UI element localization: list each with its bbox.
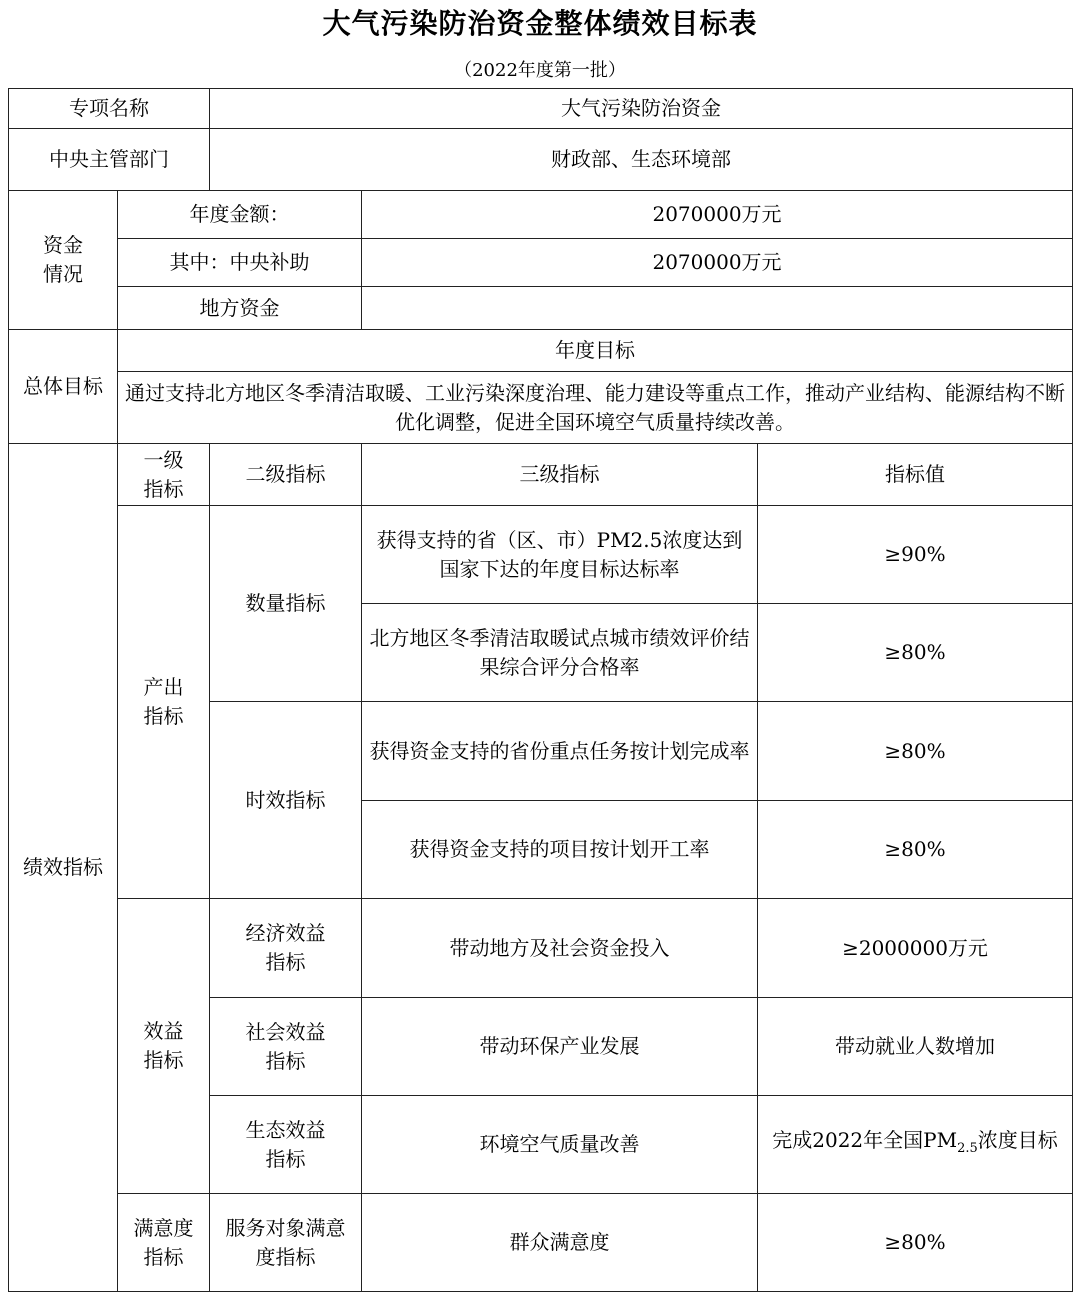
timeliness-label: 时效指标 <box>210 702 362 899</box>
ecological-value-subscript: 2.5 <box>957 1141 978 1156</box>
quantity-row-2-name: 北方地区冬季清洁取暖试点城市绩效评价结果综合评分合格率 <box>362 604 758 702</box>
table-row <box>9 506 1073 604</box>
department-label: 中央主管部门 <box>9 129 210 191</box>
ecological-value <box>758 1096 1073 1194</box>
satisfaction-label-text: 满意度指标 <box>133 1215 194 1269</box>
timeliness-row-2-name: 获得资金支持的项目按计划开工率 <box>362 801 758 899</box>
timeliness-row-1-name: 获得资金支持的省份重点任务按计划完成率 <box>362 702 758 801</box>
quantity-label: 数量指标 <box>210 506 362 702</box>
social-label-text: 社会效益指标 <box>245 1019 326 1073</box>
row-overall-header <box>9 330 1073 372</box>
ecological-value-prefix: 完成2022年全国PM <box>772 1128 958 1152</box>
header-level2: 二级指标 <box>210 444 362 506</box>
satisfaction-value: ≥80% <box>758 1194 1073 1292</box>
funds-label-text: 资金情况 <box>43 233 83 286</box>
ecological-label <box>210 1096 362 1194</box>
project-value: 大气污染防治资金 <box>210 89 1073 129</box>
header-level1 <box>118 444 210 506</box>
performance-label: 绩效指标 <box>9 444 118 1292</box>
ecological-name: 环境空气质量改善 <box>362 1096 758 1194</box>
row-funds-annual <box>9 191 1073 239</box>
social-value: 带动就业人数增加 <box>758 998 1073 1096</box>
row-project <box>9 89 1073 129</box>
row-funds-local <box>9 287 1073 330</box>
overall-text: 通过支持北方地区冬季清洁取暖、工业污染深度治理、能力建设等重点工作，推动产业结构、能源结构不断优化调整，促进全国环境空气质量持续改善。 <box>118 372 1073 444</box>
funds-label <box>9 191 118 330</box>
document-title: 大气污染防治资金整体绩效目标表 <box>322 7 758 40</box>
satisfaction-sub-label-text: 服务对象满意度指标 <box>225 1215 346 1269</box>
economic-label-text: 经济效益指标 <box>245 921 326 974</box>
quantity-row-1-name: 获得支持的省（区、市）PM2.5浓度达到国家下达的年度目标达标率 <box>362 506 758 604</box>
document-subtitle: （2022年度第一批） <box>454 60 626 81</box>
economic-name: 带动地方及社会资金投入 <box>362 899 758 998</box>
funds-annual-value: 2070000万元 <box>362 191 1073 239</box>
quantity-row-1-value: ≥90% <box>758 506 1073 604</box>
economic-value: ≥2000000万元 <box>758 899 1073 998</box>
row-overall-text <box>9 372 1073 444</box>
satisfaction-name: 群众满意度 <box>362 1194 758 1292</box>
benefit-label-text: 效益指标 <box>143 1019 184 1072</box>
ecological-label-text: 生态效益指标 <box>245 1117 326 1171</box>
header-level3: 三级指标 <box>362 444 758 506</box>
header-level1-text: 一级指标 <box>143 447 184 501</box>
satisfaction-label <box>118 1194 210 1292</box>
overall-header: 年度目标 <box>118 330 1073 372</box>
quantity-row-2-value: ≥80% <box>758 604 1073 702</box>
ecological-value-suffix: 浓度目标 <box>977 1128 1058 1152</box>
table-row <box>9 1194 1073 1292</box>
economic-label <box>210 899 362 998</box>
row-funds-central <box>9 239 1073 287</box>
row-department <box>9 129 1073 191</box>
performance-target-table <box>8 88 1073 1292</box>
funds-local-label: 地方资金 <box>118 287 362 330</box>
funds-local-value <box>362 287 1073 330</box>
output-label-text: 产出指标 <box>143 675 184 728</box>
output-label <box>118 506 210 899</box>
header-value: 指标值 <box>758 444 1073 506</box>
funds-annual-label: 年度金额： <box>118 191 362 239</box>
funds-central-label: 其中：中央补助 <box>118 239 362 287</box>
benefit-label <box>118 899 210 1194</box>
department-value: 财政部、生态环境部 <box>210 129 1073 191</box>
row-indicator-headers <box>9 444 1073 506</box>
timeliness-row-2-value: ≥80% <box>758 801 1073 899</box>
social-name: 带动环保产业发展 <box>362 998 758 1096</box>
timeliness-row-1-value: ≥80% <box>758 702 1073 801</box>
project-label: 专项名称 <box>9 89 210 129</box>
overall-label: 总体目标 <box>9 330 118 444</box>
satisfaction-sub-label <box>210 1194 362 1292</box>
social-label <box>210 998 362 1096</box>
funds-central-value: 2070000万元 <box>362 239 1073 287</box>
table-row <box>9 899 1073 998</box>
